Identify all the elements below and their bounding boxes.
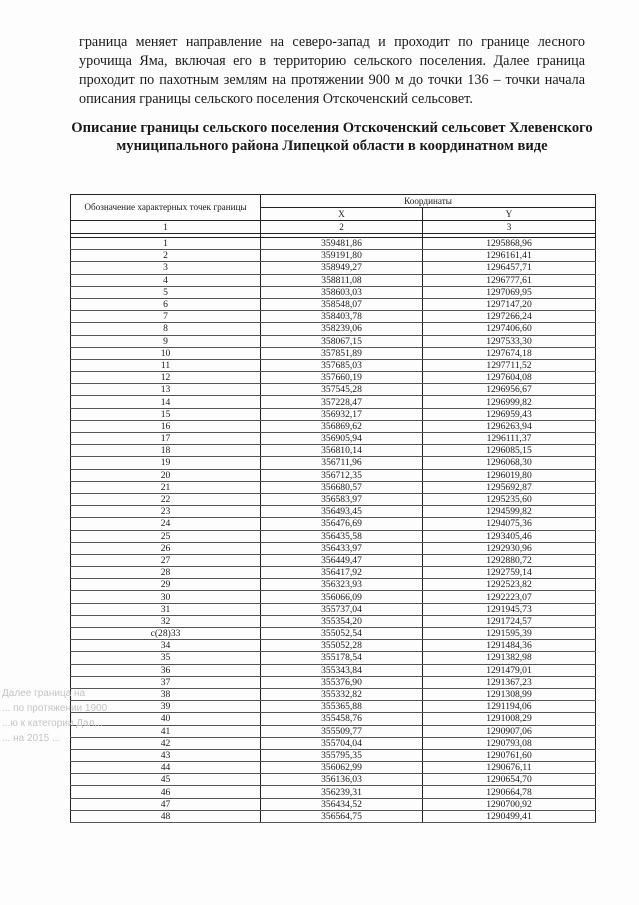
y-coordinate-cell: 1297069,95 bbox=[423, 286, 596, 298]
point-id-cell: 28 bbox=[71, 567, 261, 579]
table-row bbox=[71, 518, 596, 530]
table-row bbox=[71, 749, 596, 761]
y-coordinate-cell: 1296019,80 bbox=[423, 469, 596, 481]
table-row bbox=[71, 359, 596, 371]
intro-text: граница меняет направление на северо-запад и проходит по границе лесного урочища Яма, включая его в территорию сельского поселения. Далее граница проходит по пахотным землям на протяжении 900 м до точки 136 – точки начала описания границы сельского поселения Отскоченский сельсовет. bbox=[79, 34, 585, 107]
y-coordinate-cell: 1292759,14 bbox=[423, 567, 596, 579]
x-coordinate-cell: 355365,88 bbox=[261, 701, 423, 713]
x-coordinate-cell: 358239,06 bbox=[261, 323, 423, 335]
point-id-cell: 37 bbox=[71, 676, 261, 688]
x-coordinate-cell: 356435,58 bbox=[261, 530, 423, 542]
x-coordinate-cell: 356493,45 bbox=[261, 506, 423, 518]
table-row bbox=[71, 347, 596, 359]
y-coordinate-cell: 1297266,24 bbox=[423, 311, 596, 323]
x-coordinate-cell: 358811,08 bbox=[261, 274, 423, 286]
point-id-cell: 47 bbox=[71, 798, 261, 810]
y-coordinate-cell: 1292930,96 bbox=[423, 542, 596, 554]
y-coordinate-cell: 1292223,07 bbox=[423, 591, 596, 603]
point-id-cell: 9 bbox=[71, 335, 261, 347]
y-coordinate-cell: 1290654,70 bbox=[423, 774, 596, 786]
table-row bbox=[71, 774, 596, 786]
x-coordinate-cell: 356239,31 bbox=[261, 786, 423, 798]
y-coordinate-cell: 1297533,30 bbox=[423, 335, 596, 347]
x-coordinate-cell: 356583,97 bbox=[261, 493, 423, 505]
x-coordinate-cell: 356712,35 bbox=[261, 469, 423, 481]
point-id-cell: 16 bbox=[71, 420, 261, 432]
point-id-cell: 48 bbox=[71, 810, 261, 822]
x-coordinate-cell: 357685,03 bbox=[261, 359, 423, 371]
y-coordinate-cell: 1296085,15 bbox=[423, 445, 596, 457]
table-row bbox=[71, 591, 596, 603]
point-id-cell: 38 bbox=[71, 688, 261, 700]
point-id-cell: 45 bbox=[71, 774, 261, 786]
table-row bbox=[71, 311, 596, 323]
y-coordinate-cell: 1296111,37 bbox=[423, 433, 596, 445]
x-coordinate-cell: 355343,84 bbox=[261, 664, 423, 676]
point-id-cell: 20 bbox=[71, 469, 261, 481]
table-row bbox=[71, 506, 596, 518]
y-coordinate-cell: 1291008,29 bbox=[423, 713, 596, 725]
header-x: X bbox=[261, 208, 423, 221]
table-row bbox=[71, 798, 596, 810]
point-id-cell: 2 bbox=[71, 250, 261, 262]
bleed-through-line: ... на 2015 ... bbox=[2, 733, 61, 744]
x-coordinate-cell: 355354,20 bbox=[261, 615, 423, 627]
table-row bbox=[71, 335, 596, 347]
x-coordinate-cell: 356062,99 bbox=[261, 762, 423, 774]
x-coordinate-cell: 357228,47 bbox=[261, 396, 423, 408]
point-id-cell: 25 bbox=[71, 530, 261, 542]
table-row bbox=[71, 372, 596, 384]
point-id-cell: 17 bbox=[71, 433, 261, 445]
y-coordinate-cell: 1291382,98 bbox=[423, 652, 596, 664]
section-heading: Описание границы сельского поселения Отскоченский сельсовет Хлевенского муниципального района Липецкой области в координатном виде bbox=[71, 120, 593, 154]
table-row bbox=[71, 493, 596, 505]
y-coordinate-cell: 1297147,20 bbox=[423, 298, 596, 310]
point-id-cell: 39 bbox=[71, 701, 261, 713]
y-coordinate-cell: 1291367,23 bbox=[423, 676, 596, 688]
table-row bbox=[71, 542, 596, 554]
y-coordinate-cell: 1295868,96 bbox=[423, 238, 596, 250]
bleed-through-line: ...ю к категории Дал... bbox=[2, 718, 103, 729]
y-coordinate-cell: 1290907,06 bbox=[423, 725, 596, 737]
point-id-cell: 3 bbox=[71, 262, 261, 274]
point-id-cell: 35 bbox=[71, 652, 261, 664]
x-coordinate-cell: 355737,04 bbox=[261, 603, 423, 615]
header-col-number-3: 3 bbox=[423, 221, 596, 234]
table-row bbox=[71, 615, 596, 627]
table-row bbox=[71, 676, 596, 688]
x-coordinate-cell: 356476,69 bbox=[261, 518, 423, 530]
intro-paragraph bbox=[79, 33, 585, 109]
x-coordinate-cell: 358949,27 bbox=[261, 262, 423, 274]
y-coordinate-cell: 1297674,18 bbox=[423, 347, 596, 359]
header-coordinates: Координаты bbox=[261, 195, 596, 208]
y-coordinate-cell: 1290793,08 bbox=[423, 737, 596, 749]
y-coordinate-cell: 1296068,30 bbox=[423, 457, 596, 469]
point-id-cell: 21 bbox=[71, 481, 261, 493]
y-coordinate-cell: 1297406,60 bbox=[423, 323, 596, 335]
point-id-cell: 40 bbox=[71, 713, 261, 725]
y-coordinate-cell: 1292880,72 bbox=[423, 554, 596, 566]
x-coordinate-cell: 356417,92 bbox=[261, 567, 423, 579]
header-col-number-2: 2 bbox=[261, 221, 423, 234]
x-coordinate-cell: 356711,96 bbox=[261, 457, 423, 469]
x-coordinate-cell: 355509,77 bbox=[261, 725, 423, 737]
table-row bbox=[71, 567, 596, 579]
y-coordinate-cell: 1296999,82 bbox=[423, 396, 596, 408]
x-coordinate-cell: 356066,09 bbox=[261, 591, 423, 603]
y-coordinate-cell: 1293405,46 bbox=[423, 530, 596, 542]
x-coordinate-cell: 355052,28 bbox=[261, 640, 423, 652]
x-coordinate-cell: 357660,19 bbox=[261, 372, 423, 384]
table-row bbox=[71, 445, 596, 457]
point-id-cell: 15 bbox=[71, 408, 261, 420]
x-coordinate-cell: 356433,97 bbox=[261, 542, 423, 554]
x-coordinate-cell: 355704,04 bbox=[261, 737, 423, 749]
y-coordinate-cell: 1296777,61 bbox=[423, 274, 596, 286]
x-coordinate-cell: 356323,93 bbox=[261, 579, 423, 591]
x-coordinate-cell: 355795,35 bbox=[261, 749, 423, 761]
point-id-cell: 18 bbox=[71, 445, 261, 457]
point-id-cell: 14 bbox=[71, 396, 261, 408]
table-row bbox=[71, 652, 596, 664]
table-row bbox=[71, 481, 596, 493]
table-row bbox=[71, 554, 596, 566]
x-coordinate-cell: 355052,54 bbox=[261, 628, 423, 640]
x-coordinate-cell: 358548,07 bbox=[261, 298, 423, 310]
table-row bbox=[71, 274, 596, 286]
point-id-cell: 26 bbox=[71, 542, 261, 554]
y-coordinate-cell: 1297711,52 bbox=[423, 359, 596, 371]
x-coordinate-cell: 355376,90 bbox=[261, 676, 423, 688]
bleed-through-line: ... по протяжении 1900 bbox=[2, 703, 108, 714]
point-id-cell: 34 bbox=[71, 640, 261, 652]
table-row bbox=[71, 250, 596, 262]
x-coordinate-cell: 356869,62 bbox=[261, 420, 423, 432]
table-row bbox=[71, 762, 596, 774]
bleed-through-text bbox=[2, 688, 162, 745]
x-coordinate-cell: 357545,28 bbox=[261, 384, 423, 396]
x-coordinate-cell: 358067,15 bbox=[261, 335, 423, 347]
x-coordinate-cell: 359481,86 bbox=[261, 238, 423, 250]
point-id-cell: 5 bbox=[71, 286, 261, 298]
y-coordinate-cell: 1290761,60 bbox=[423, 749, 596, 761]
point-id-cell: 8 bbox=[71, 323, 261, 335]
header-y: Y bbox=[423, 208, 596, 221]
point-id-cell: 32 bbox=[71, 615, 261, 627]
y-coordinate-cell: 1291479,01 bbox=[423, 664, 596, 676]
y-coordinate-cell: 1291595,39 bbox=[423, 628, 596, 640]
y-coordinate-cell: 1295235,60 bbox=[423, 493, 596, 505]
x-coordinate-cell: 355458,76 bbox=[261, 713, 423, 725]
table-row bbox=[71, 298, 596, 310]
point-id-cell: 31 bbox=[71, 603, 261, 615]
x-coordinate-cell: 356136,03 bbox=[261, 774, 423, 786]
point-id-cell: 23 bbox=[71, 506, 261, 518]
point-id-cell: 41 bbox=[71, 725, 261, 737]
x-coordinate-cell: 356810,14 bbox=[261, 445, 423, 457]
table-row bbox=[71, 286, 596, 298]
table-row bbox=[71, 433, 596, 445]
table-header bbox=[71, 195, 596, 238]
x-coordinate-cell: 358403,78 bbox=[261, 311, 423, 323]
table-row bbox=[71, 810, 596, 822]
point-id-cell: 30 bbox=[71, 591, 261, 603]
point-id-cell: 13 bbox=[71, 384, 261, 396]
y-coordinate-cell: 1292523,82 bbox=[423, 579, 596, 591]
table-row bbox=[71, 238, 596, 250]
y-coordinate-cell: 1291945,73 bbox=[423, 603, 596, 615]
point-id-cell: 24 bbox=[71, 518, 261, 530]
y-coordinate-cell: 1290664,78 bbox=[423, 786, 596, 798]
x-coordinate-cell: 355332,82 bbox=[261, 688, 423, 700]
x-coordinate-cell: 357851,89 bbox=[261, 347, 423, 359]
x-coordinate-cell: 355178,54 bbox=[261, 652, 423, 664]
y-coordinate-cell: 1290676,11 bbox=[423, 762, 596, 774]
y-coordinate-cell: 1291724,57 bbox=[423, 615, 596, 627]
point-id-cell: 22 bbox=[71, 493, 261, 505]
point-id-cell: 12 bbox=[71, 372, 261, 384]
table-row bbox=[71, 530, 596, 542]
bleed-through-line: Далее граница на bbox=[2, 688, 86, 699]
y-coordinate-cell: 1290499,41 bbox=[423, 810, 596, 822]
point-id-cell: с(28)33 bbox=[71, 628, 261, 640]
point-id-cell: 10 bbox=[71, 347, 261, 359]
y-coordinate-cell: 1294075,36 bbox=[423, 518, 596, 530]
x-coordinate-cell: 358603,03 bbox=[261, 286, 423, 298]
point-id-cell: 46 bbox=[71, 786, 261, 798]
point-id-cell: 11 bbox=[71, 359, 261, 371]
header-col-number-1: 1 bbox=[71, 221, 261, 234]
table-row bbox=[71, 640, 596, 652]
y-coordinate-cell: 1297604,08 bbox=[423, 372, 596, 384]
point-id-cell: 43 bbox=[71, 749, 261, 761]
x-coordinate-cell: 356905,94 bbox=[261, 433, 423, 445]
table-row bbox=[71, 469, 596, 481]
y-coordinate-cell: 1296161,41 bbox=[423, 250, 596, 262]
y-coordinate-cell: 1290700,92 bbox=[423, 798, 596, 810]
y-coordinate-cell: 1291484,36 bbox=[423, 640, 596, 652]
table-row bbox=[71, 457, 596, 469]
x-coordinate-cell: 356932,17 bbox=[261, 408, 423, 420]
point-id-cell: 36 bbox=[71, 664, 261, 676]
y-coordinate-cell: 1295692,87 bbox=[423, 481, 596, 493]
y-coordinate-cell: 1291194,06 bbox=[423, 701, 596, 713]
y-coordinate-cell: 1296263,94 bbox=[423, 420, 596, 432]
table-row bbox=[71, 579, 596, 591]
point-id-cell: 19 bbox=[71, 457, 261, 469]
table-row bbox=[71, 420, 596, 432]
point-id-cell: 44 bbox=[71, 762, 261, 774]
point-id-cell: 4 bbox=[71, 274, 261, 286]
table-row bbox=[71, 384, 596, 396]
table-row bbox=[71, 323, 596, 335]
table-row bbox=[71, 628, 596, 640]
y-coordinate-cell: 1296457,71 bbox=[423, 262, 596, 274]
x-coordinate-cell: 359191,80 bbox=[261, 250, 423, 262]
table-row bbox=[71, 408, 596, 420]
x-coordinate-cell: 356680,57 bbox=[261, 481, 423, 493]
table-row bbox=[71, 396, 596, 408]
table-row bbox=[71, 664, 596, 676]
point-id-cell: 42 bbox=[71, 737, 261, 749]
point-id-cell: 6 bbox=[71, 298, 261, 310]
y-coordinate-cell: 1291308,99 bbox=[423, 688, 596, 700]
x-coordinate-cell: 356564,75 bbox=[261, 810, 423, 822]
point-id-cell: 7 bbox=[71, 311, 261, 323]
y-coordinate-cell: 1294599,82 bbox=[423, 506, 596, 518]
y-coordinate-cell: 1296959,43 bbox=[423, 408, 596, 420]
point-id-cell: 27 bbox=[71, 554, 261, 566]
x-coordinate-cell: 356449,47 bbox=[261, 554, 423, 566]
header-point-designation: Обозначение характерных точек границы bbox=[71, 195, 261, 221]
table-row bbox=[71, 603, 596, 615]
y-coordinate-cell: 1296956,67 bbox=[423, 384, 596, 396]
table-row bbox=[71, 786, 596, 798]
x-coordinate-cell: 356434,52 bbox=[261, 798, 423, 810]
point-id-cell: 29 bbox=[71, 579, 261, 591]
table-row bbox=[71, 262, 596, 274]
point-id-cell: 1 bbox=[71, 238, 261, 250]
